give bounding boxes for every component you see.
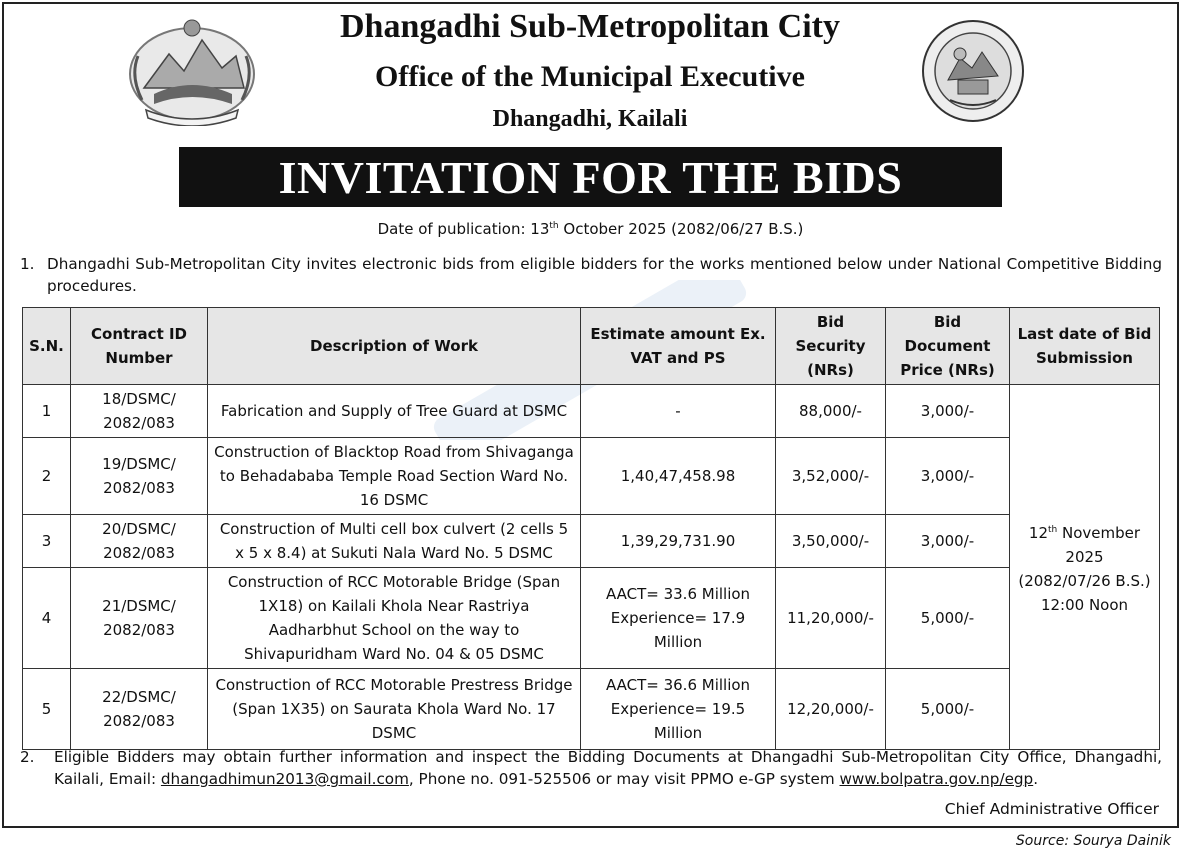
table-row <box>23 438 1160 515</box>
office-name: Dhangadhi Sub-Metropolitan City <box>339 8 841 45</box>
notice-title-banner: INVITATION FOR THE BIDS <box>179 147 1002 207</box>
header-sn: S.N. <box>23 308 71 385</box>
header-contract-id: Contract ID Number <box>71 308 208 385</box>
table-row <box>23 669 1160 750</box>
header-last-date: Last date of Bid Submission <box>1010 308 1160 385</box>
cell-sn: 5 <box>23 669 71 750</box>
paragraph-text: Dhangadhi Sub-Metropolitan City invites electronic bids from eligible bidders for the works mentioned below under National Competitive Bidding procedures. <box>47 255 1162 295</box>
cell-description: Fabrication and Supply of Tree Guard at DSMC <box>208 385 581 438</box>
signatory-title: Chief Administrative Officer <box>944 800 1159 818</box>
aact-criteria: AACT= 33.6 Million <box>605 585 751 603</box>
cell-estimate: 1,40,47,458.98 <box>581 438 776 515</box>
header-description: Description of Work <box>208 308 581 385</box>
cell-estimate <box>581 669 776 750</box>
nepal-emblem-icon <box>124 16 260 126</box>
cell-bid-security: 3,50,000/- <box>776 515 886 568</box>
cell-bid-security: 11,20,000/- <box>776 568 886 669</box>
egp-website-link[interactable]: www.bolpatra.gov.np/egp <box>839 770 1034 788</box>
cell-doc-price: 3,000/- <box>886 438 1010 515</box>
office-location: Dhangadhi, Kailali <box>492 106 688 132</box>
paragraph-number: 1. <box>20 255 35 273</box>
table-header-row <box>23 308 1160 385</box>
experience-criteria: Experience= 17.9 Million <box>610 609 746 651</box>
cell-doc-price: 5,000/- <box>886 568 1010 669</box>
municipal-seal-icon <box>920 18 1026 124</box>
table-row <box>23 568 1160 669</box>
paragraph-1 <box>20 253 1162 297</box>
cell-bid-security: 88,000/- <box>776 385 886 438</box>
paragraph-text: Eligible Bidders may obtain further information and inspect the Bidding Documents at Dhangadhi Sub-Metropolitan City Office, Dhangadhi, Kailali, Email: dhangadhimun2013@gmail.com, Phone no. 091-525506 or may visit PPMO e-GP system www.bolpatra.gov.np/egp. <box>54 748 1162 788</box>
cell-estimate: 1,39,29,731.90 <box>581 515 776 568</box>
cell-description: Construction of Multi cell box culvert (2 cells 5 x 5 x 8.4) at Sukuti Nala Ward No. 5 DSMC <box>208 515 581 568</box>
header-doc-price: Bid Document Price (NRs) <box>886 308 1010 385</box>
table-row <box>23 385 1160 438</box>
cell-estimate: - <box>581 385 776 438</box>
header-bid-security: Bid Security (NRs) <box>776 308 886 385</box>
email-link[interactable]: dhangadhimun2013@gmail.com <box>160 770 409 788</box>
aact-criteria: AACT= 36.6 Million <box>605 676 751 694</box>
cell-description: Construction of RCC Motorable Prestress Bridge (Span 1X35) on Saurata Khola Ward No. 17 DSMC <box>208 669 581 750</box>
cell-last-date: 12th November 2025 (2082/07/26 B.S.) 12:00 Noon <box>1010 385 1160 750</box>
cell-sn: 4 <box>23 568 71 669</box>
paragraph-number: 2. <box>20 748 35 766</box>
cell-contract-id: 21/DSMC/ 2082/083 <box>71 568 208 669</box>
cell-doc-price: 3,000/- <box>886 515 1010 568</box>
cell-description: Construction of Blacktop Road from Shivaganga to Behadababa Temple Road Section Ward No. 16 DSMC <box>208 438 581 515</box>
cell-contract-id: 18/DSMC/ 2082/083 <box>71 385 208 438</box>
cell-bid-security: 12,20,000/- <box>776 669 886 750</box>
publication-date: Date of publication: 13th October 2025 (2082/06/27 B.S.) <box>377 220 804 238</box>
cell-sn: 1 <box>23 385 71 438</box>
cell-bid-security: 3,52,000/- <box>776 438 886 515</box>
cell-contract-id: 20/DSMC/ 2082/083 <box>71 515 208 568</box>
cell-doc-price: 3,000/- <box>886 385 1010 438</box>
source-credit: Source: Sourya Dainik <box>1015 833 1171 849</box>
table-row <box>23 515 1160 568</box>
header-estimate: Estimate amount Ex. VAT and PS <box>581 308 776 385</box>
paragraph-2 <box>20 746 1162 790</box>
cell-contract-id: 22/DSMC/ 2082/083 <box>71 669 208 750</box>
office-subtitle: Office of the Municipal Executive <box>375 60 805 93</box>
cell-contract-id: 19/DSMC/ 2082/083 <box>71 438 208 515</box>
cell-sn: 2 <box>23 438 71 515</box>
cell-doc-price: 5,000/- <box>886 669 1010 750</box>
bids-table <box>22 307 1160 750</box>
cell-estimate <box>581 568 776 669</box>
cell-description: Construction of RCC Motorable Bridge (Span 1X18) on Kailali Khola Near Rastriya Aadharbhut School on the way to Shivapuridham Ward No. 04 & 05 DSMC <box>208 568 581 669</box>
cell-sn: 3 <box>23 515 71 568</box>
experience-criteria: Experience= 19.5 Million <box>610 700 746 742</box>
